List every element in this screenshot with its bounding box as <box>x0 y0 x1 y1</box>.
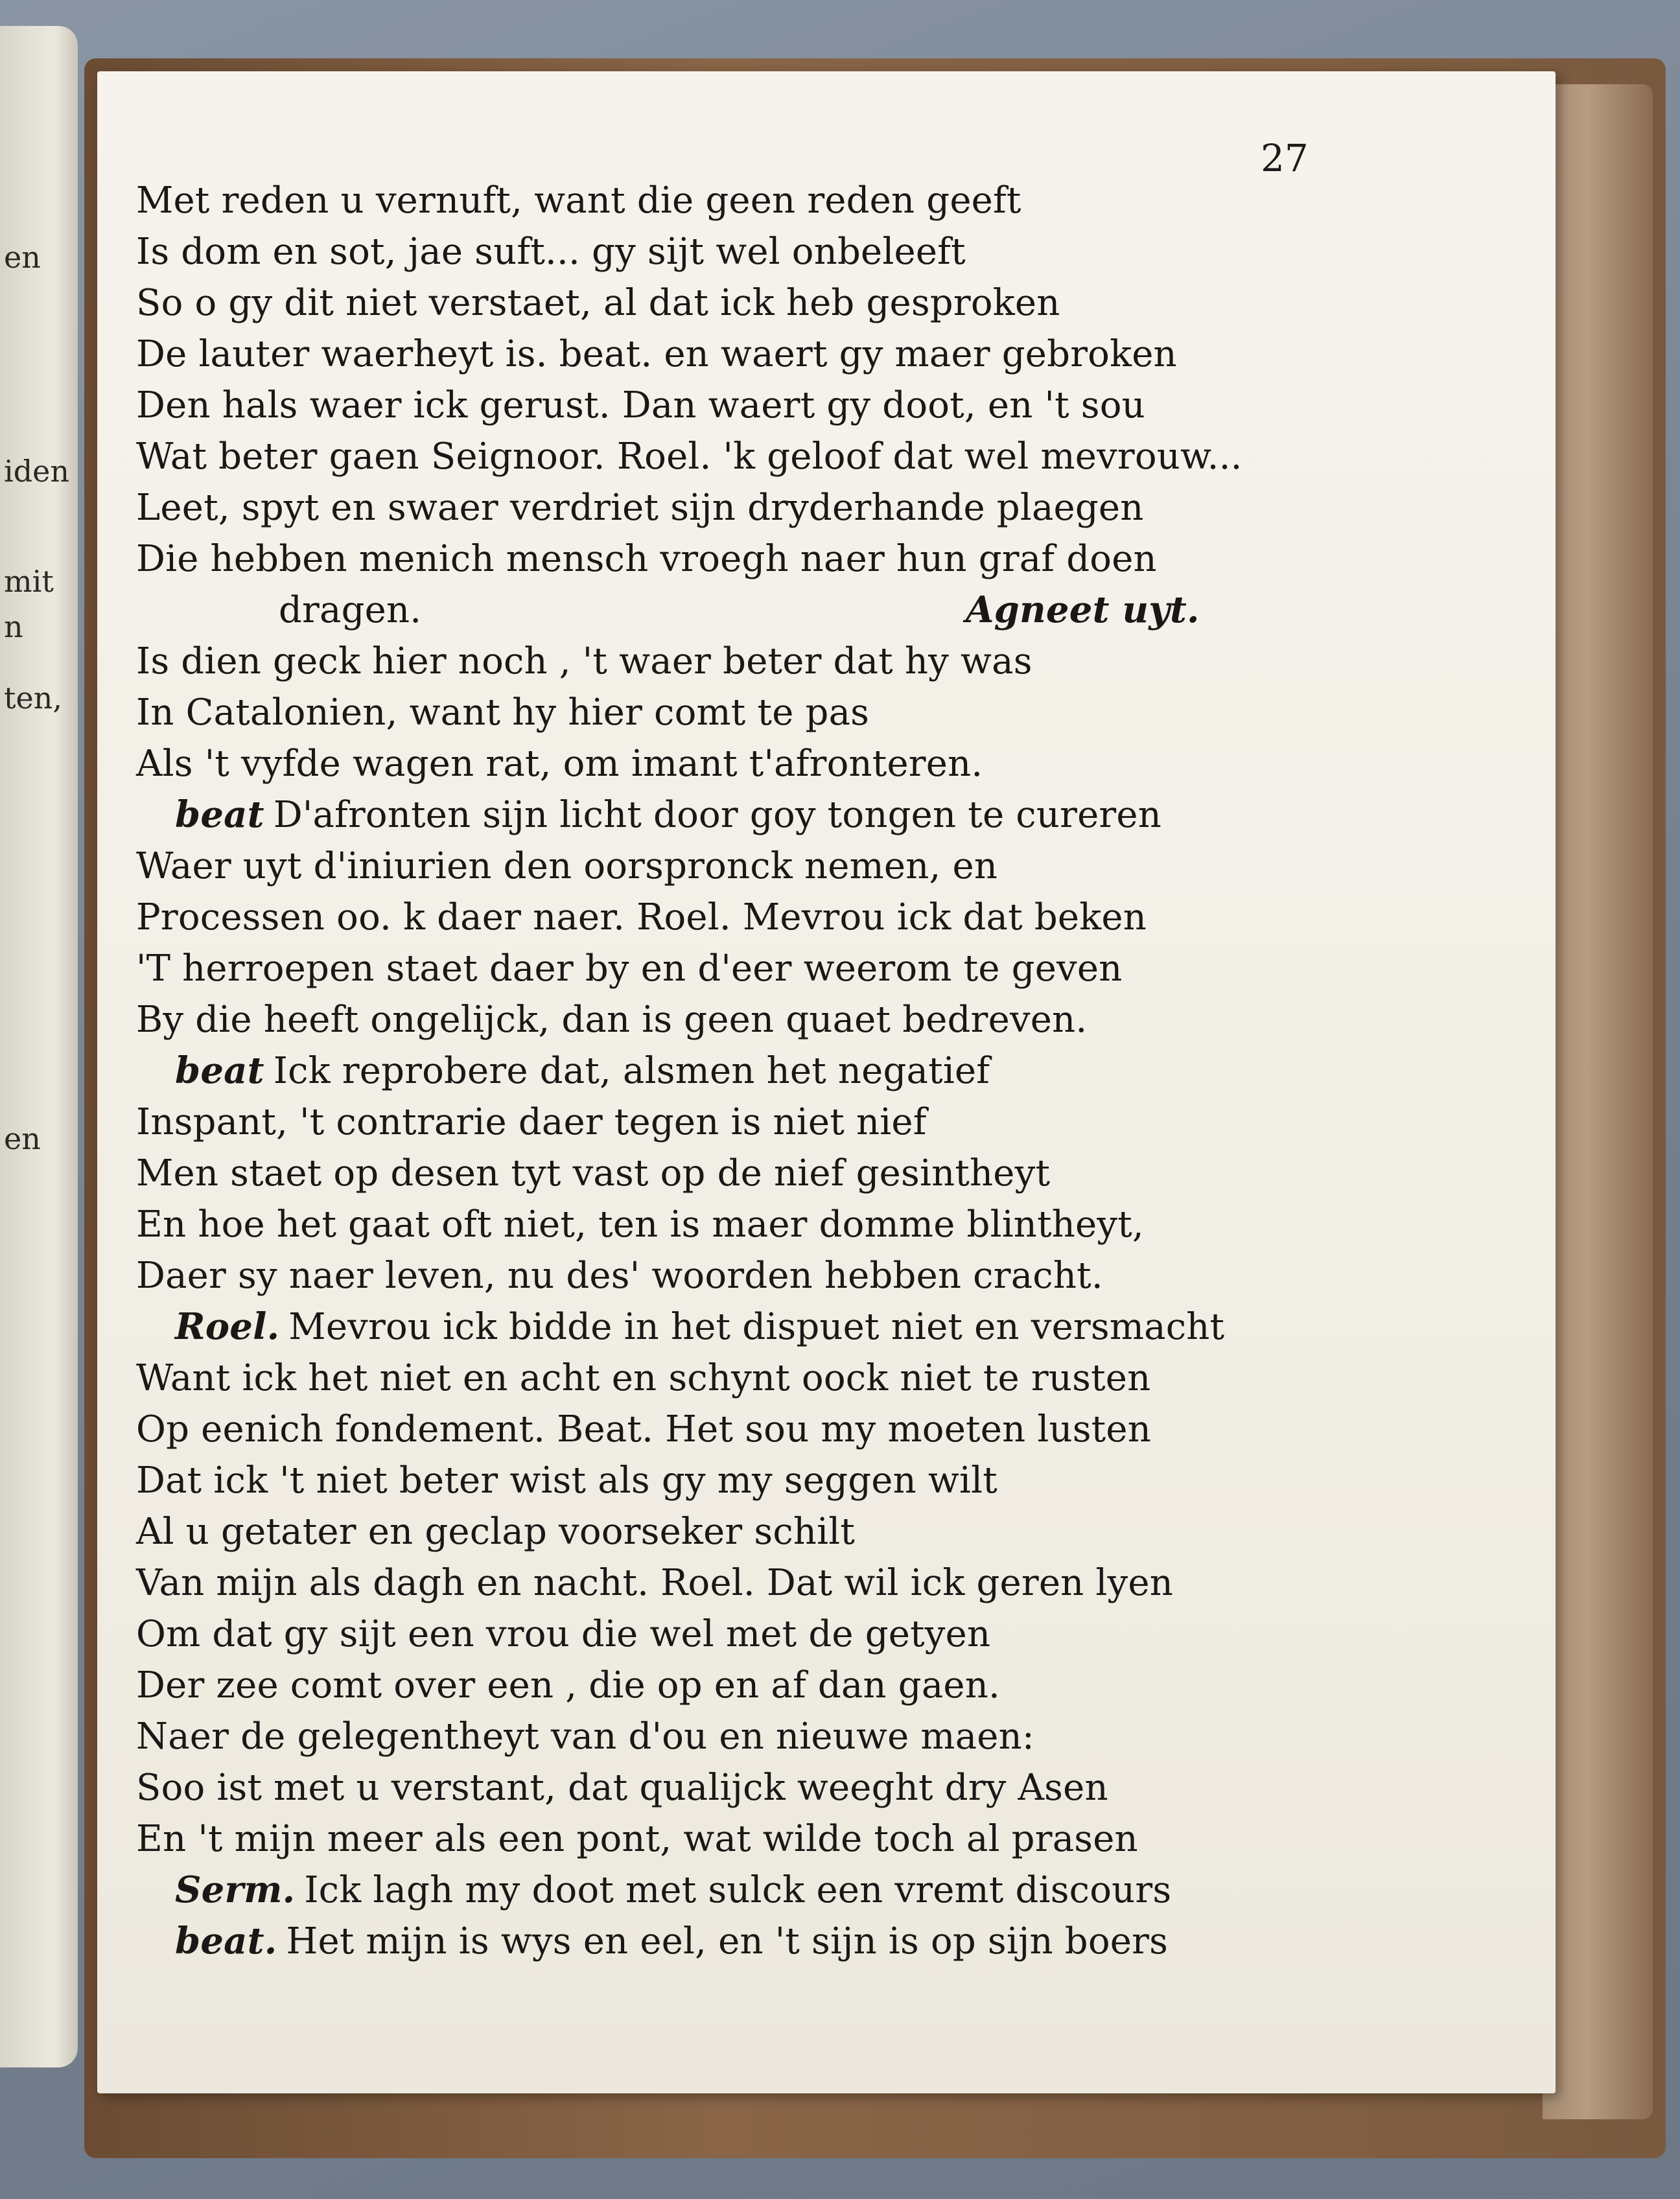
line-text: Om dat gy sijt een vrou die wel met de getyen <box>136 1613 991 1655</box>
line-text: Met reden u vernuft, want die geen reden geeft <box>136 180 1021 222</box>
text-line <box>136 533 1368 585</box>
line-text: 'T herroepen staet daer by en d'eer weerom te geven <box>136 948 1123 990</box>
line-text: Ick lagh my doot met sulck een vremt discours <box>304 1869 1172 1911</box>
text-line <box>136 1506 1368 1557</box>
line-text: Is dom en sot, jae suft... gy sijt wel onbeleeft <box>136 231 966 273</box>
text-line <box>136 1609 1368 1660</box>
line-text: En 't mijn meer als een pont, wat wilde toch al prasen <box>136 1818 1138 1860</box>
text-line <box>136 1813 1368 1865</box>
text-line <box>136 994 1368 1045</box>
line-text: So o gy dit niet verstaet, al dat ick heb gesproken <box>136 282 1060 324</box>
line-text: De lauter waerheyt is. beat. en waert gy maer gebroken <box>136 333 1177 375</box>
line-text: dragen. <box>279 589 422 631</box>
line-text: Van mijn als dagh en nacht. Roel. Dat wil ick geren lyen <box>136 1562 1173 1604</box>
text-line <box>136 841 1368 892</box>
line-text: Mevrou ick bidde in het dispuet niet en versmacht <box>288 1306 1225 1348</box>
line-text: D'afronten sijn licht door goy tongen te cureren <box>273 794 1162 836</box>
line-text: Inspant, 't contrarie daer tegen is niet nief <box>136 1101 927 1143</box>
speaker-name: Roel. <box>175 1305 280 1348</box>
text-line <box>136 1660 1368 1711</box>
text-line <box>136 585 1368 636</box>
text-line <box>136 1865 1368 1916</box>
line-text: Der zee comt over een , die op en af dan gaen. <box>136 1664 1001 1706</box>
line-text: Op eenich fondement. Beat. Het sou my moeten lusten <box>136 1408 1151 1450</box>
line-text: Soo ist met u verstant, dat qualijck weeght dry Asen <box>136 1767 1108 1809</box>
text-line <box>136 329 1368 380</box>
text-line <box>136 1045 1368 1097</box>
line-text: En hoe het gaat oft niet, ten is maer domme blintheyt, <box>136 1204 1144 1246</box>
page-number: 27 <box>1261 136 1309 180</box>
line-text: Ick reprobere dat, alsmen het negatief <box>273 1050 990 1092</box>
text-line <box>136 738 1368 789</box>
text-line <box>136 1097 1368 1148</box>
line-text: By die heeft ongelijck, dan is geen quaet bedreven. <box>136 999 1088 1041</box>
book-page <box>97 71 1556 2093</box>
line-text: Als 't vyfde wagen rat, om imant t'afronteren. <box>136 743 983 785</box>
text-line <box>136 380 1368 431</box>
text-line <box>136 687 1368 738</box>
line-text: Leet, spyt en swaer verdriet sijn dryderhande plaegen <box>136 487 1144 529</box>
text-line <box>136 431 1368 482</box>
text-line <box>136 1455 1368 1506</box>
left-page-fragment: ten, <box>4 681 62 716</box>
speaker-name: beat. <box>175 1920 277 1962</box>
line-text: Den hals waer ick gerust. Dan waert gy doot, en 't sou <box>136 384 1145 426</box>
left-page-edge <box>0 26 78 2067</box>
text-line <box>136 636 1368 687</box>
text-line <box>136 943 1368 994</box>
line-text: Naer de gelegentheyt van d'ou en nieuwe maen: <box>136 1716 1034 1758</box>
stage-direction: Agneet uyt. <box>966 588 1200 631</box>
left-page-fragment: en <box>4 240 41 275</box>
line-text: Want ick het niet en acht en schynt oock niet te rusten <box>136 1357 1151 1399</box>
text-line <box>136 1353 1368 1404</box>
text-line <box>136 1916 1368 1967</box>
text-line <box>136 789 1368 841</box>
book-page-edges <box>1543 84 1653 2119</box>
line-text: Daer sy naer leven, nu des' woorden hebben cracht. <box>136 1255 1103 1297</box>
speaker-name: beat <box>175 793 264 836</box>
line-text: Processen oo. k daer naer. Roel. Mevrou ick dat beken <box>136 896 1147 938</box>
text-line <box>136 1148 1368 1199</box>
text-line <box>136 226 1368 277</box>
line-text: Het mijn is wys en eel, en 't sijn is op sijn boers <box>286 1920 1169 1962</box>
left-page-fragment: en <box>4 1121 41 1156</box>
line-text: Men staet op desen tyt vast op de nief gesintheyt <box>136 1152 1051 1194</box>
speaker-name: beat <box>175 1049 264 1092</box>
text-line <box>136 1762 1368 1813</box>
text-line <box>136 482 1368 533</box>
text-line <box>136 1199 1368 1250</box>
text-line <box>136 277 1368 329</box>
text-line <box>136 1557 1368 1609</box>
text-line <box>136 175 1368 226</box>
left-page-fragment: mit <box>4 564 54 599</box>
line-text: Is dien geck hier noch , 't waer beter dat hy was <box>136 640 1032 682</box>
line-text: Waer uyt d'iniurien den oorspronck nemen, en <box>136 845 998 887</box>
line-text: Wat beter gaen Seignoor. Roel. 'k geloof dat wel mevrouw... <box>136 436 1242 478</box>
text-line <box>136 1404 1368 1455</box>
verse-text <box>136 175 1368 1967</box>
text-line <box>136 892 1368 943</box>
left-page-fragment: iden <box>4 454 70 489</box>
text-line <box>136 1711 1368 1762</box>
text-line <box>136 1250 1368 1301</box>
line-text: In Catalonien, want hy hier comt te pas <box>136 692 870 734</box>
line-text: Al u getater en geclap voorseker schilt <box>136 1511 856 1553</box>
text-line <box>136 1301 1368 1353</box>
line-text: Dat ick 't niet beter wist als gy my seggen wilt <box>136 1460 998 1502</box>
speaker-name: Serm. <box>175 1868 296 1911</box>
line-text: Die hebben menich mensch vroegh naer hun graf doen <box>136 538 1157 580</box>
left-page-fragment: n <box>4 609 23 644</box>
